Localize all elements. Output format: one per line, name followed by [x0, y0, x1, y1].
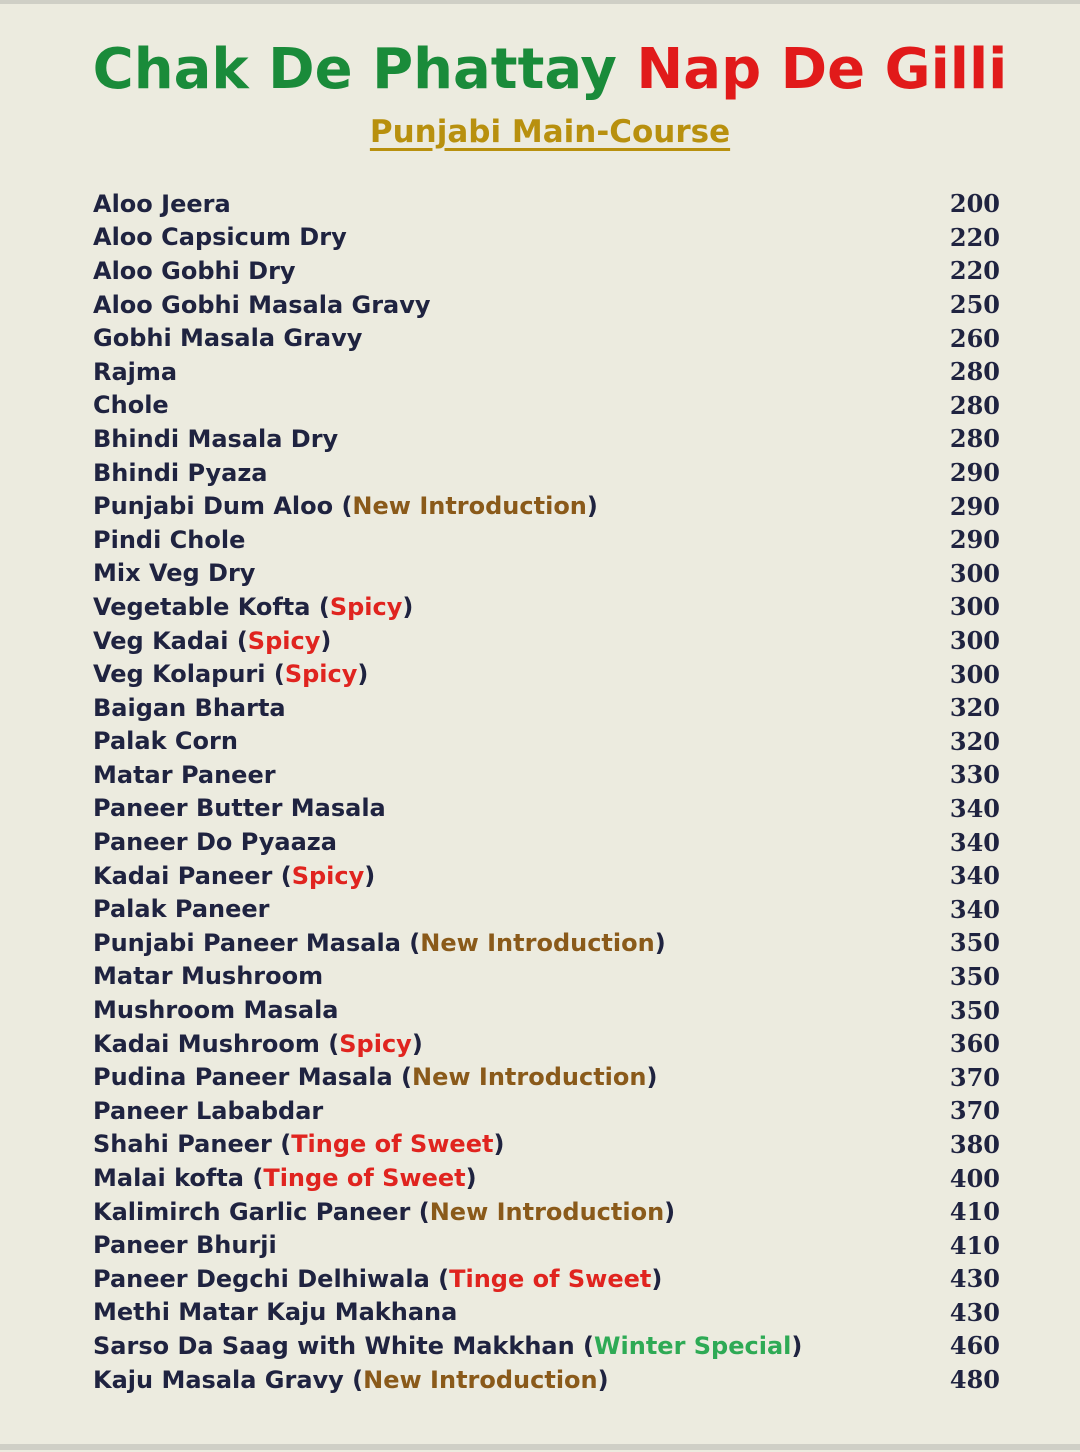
paren-open: (	[310, 592, 330, 621]
menu-item-price: 290	[949, 458, 1000, 488]
menu-item-price: 350	[949, 928, 1000, 958]
menu-item-name: Pindi Chole	[93, 525, 246, 554]
menu-item-label	[93, 694, 286, 722]
menu-item-price: 400	[949, 1163, 1000, 1193]
menu-item-price: 330	[949, 760, 1000, 790]
title-part-red: Nap De Gilli	[636, 37, 1008, 102]
menu-item-price: 320	[949, 726, 1000, 756]
menu-item-tag: Tinge of Sweet	[291, 1130, 494, 1159]
menu-item-name: Matar Mushroom	[93, 962, 324, 991]
menu-item-row	[93, 557, 1000, 591]
menu-item-row	[93, 1228, 1000, 1262]
menu-item-price: 200	[949, 189, 1000, 219]
menu-item-tag: Tinge of Sweet	[263, 1164, 466, 1193]
menu-item-name: Bhindi Masala Dry	[93, 424, 339, 453]
menu-item-name: Aloo Capsicum Dry	[93, 223, 347, 252]
menu-item-label	[93, 660, 368, 688]
menu-item-label	[93, 1164, 477, 1192]
menu-item-label	[93, 1130, 504, 1158]
menu-item-label	[93, 1366, 609, 1394]
menu-item-row	[93, 1094, 1000, 1128]
menu-item-label	[93, 962, 323, 990]
menu-item-price: 320	[949, 693, 1000, 723]
menu-item-label	[93, 1063, 657, 1091]
menu-item-row	[93, 1027, 1000, 1061]
menu-item-name: Aloo Jeera	[93, 189, 231, 218]
paren-open: (	[392, 1063, 412, 1092]
paren-open: (	[574, 1331, 595, 1360]
paren-open: (	[333, 492, 353, 521]
menu-item-name: Methi Matar Kaju Makhana	[93, 1298, 458, 1327]
menu-item-row	[93, 960, 1000, 994]
menu-item-label	[93, 627, 331, 655]
menu-item-label	[93, 492, 598, 520]
paren-close: )	[586, 492, 598, 521]
menu-item-name: Baigan Bharta	[93, 693, 286, 722]
menu-item-tag: New Introduction	[363, 1365, 598, 1394]
paren-close: )	[493, 1130, 505, 1159]
paren-close: )	[597, 1365, 609, 1394]
paren-open: (	[272, 861, 292, 890]
menu-item-name: Kadai Mushroom	[93, 1029, 320, 1058]
menu-item-label	[93, 1265, 662, 1293]
menu-item-label	[93, 895, 270, 923]
menu-item-price: 340	[949, 894, 1000, 924]
menu-item-row	[93, 1329, 1000, 1363]
menu-item-tag: New Introduction	[420, 928, 655, 957]
paren-open: (	[400, 928, 421, 957]
menu-item-tag: Spicy	[291, 861, 365, 890]
menu-item-row	[93, 221, 1000, 255]
menu-item-price: 300	[949, 659, 1000, 689]
menu-list	[93, 187, 1000, 1396]
menu-item-price: 340	[949, 827, 1000, 857]
menu-item-price: 480	[949, 1365, 1000, 1395]
menu-item-row	[93, 758, 1000, 792]
menu-item-price: 410	[949, 1197, 1000, 1227]
title-part-green: Chak De Phattay	[92, 37, 617, 102]
menu-item-name: Malai kofta	[93, 1164, 244, 1193]
menu-item-label	[93, 324, 362, 352]
paren-close: )	[357, 660, 369, 689]
menu-item-row	[93, 1195, 1000, 1229]
paren-close: )	[402, 592, 414, 621]
menu-item-row	[93, 1363, 1000, 1397]
paren-open: (	[244, 1164, 264, 1193]
menu-item-name: Veg Kolapuri	[93, 660, 266, 689]
menu-item-label	[93, 761, 276, 789]
menu-item-name: Aloo Gobhi Masala Gravy	[93, 290, 431, 319]
menu-item-name: Pudina Paneer Masala	[93, 1063, 393, 1092]
menu-item-price: 220	[949, 222, 1000, 252]
menu-item-label	[93, 727, 238, 755]
menu-item-name: Paneer Bhurji	[93, 1231, 277, 1260]
menu-item-price: 430	[949, 1264, 1000, 1294]
menu-item-price: 290	[949, 525, 1000, 555]
menu-item-row	[93, 389, 1000, 423]
menu-item-name: Kalimirch Garlic Paneer	[93, 1197, 411, 1226]
menu-item-price: 340	[949, 861, 1000, 891]
paren-close: )	[791, 1331, 803, 1360]
menu-item-label	[93, 996, 339, 1024]
paren-close: )	[646, 1063, 658, 1092]
menu-item-name: Kaju Masala Gravy	[93, 1365, 344, 1394]
paren-open: (	[429, 1264, 450, 1293]
menu-item-label	[93, 1030, 423, 1058]
menu-item-row	[93, 489, 1000, 523]
menu-item-price: 220	[949, 256, 1000, 286]
menu-item-price: 430	[949, 1297, 1000, 1327]
menu-item-row	[93, 590, 1000, 624]
menu-item-row	[93, 1128, 1000, 1162]
menu-item-label	[93, 862, 375, 890]
menu-item-label	[93, 559, 255, 587]
menu-item-price: 290	[949, 491, 1000, 521]
menu-item-name: Paneer Degchi Delhiwala	[93, 1264, 430, 1293]
menu-item-name: Paneer Do Pyaaza	[93, 828, 337, 857]
menu-item-label	[93, 257, 296, 285]
paren-close: )	[664, 1197, 676, 1226]
menu-item-price: 380	[949, 1129, 1000, 1159]
menu-item-name: Mix Veg Dry	[93, 559, 256, 588]
menu-item-row	[93, 691, 1000, 725]
menu-item-row	[93, 1161, 1000, 1195]
menu-item-label	[93, 291, 431, 319]
paren-open: (	[319, 1029, 340, 1058]
menu-item-row	[93, 993, 1000, 1027]
menu-item-label	[93, 223, 347, 251]
menu-item-label	[93, 593, 413, 621]
paren-close: )	[411, 1029, 423, 1058]
menu-item-label	[93, 794, 386, 822]
menu-item-price: 370	[949, 1096, 1000, 1126]
menu-item-name: Veg Kadai	[93, 626, 229, 655]
menu-item-row	[93, 657, 1000, 691]
menu-item-name: Rajma	[93, 357, 178, 386]
menu-item-label	[93, 1332, 802, 1360]
menu-item-row	[93, 892, 1000, 926]
bottom-border	[0, 1444, 1080, 1450]
menu-item-row	[93, 254, 1000, 288]
menu-item-label	[93, 459, 268, 487]
menu-item-price: 350	[949, 995, 1000, 1025]
menu-item-label	[93, 828, 337, 856]
menu-item-name: Punjabi Dum Aloo	[93, 492, 334, 521]
menu-item-label	[93, 1198, 675, 1226]
menu-item-row	[93, 422, 1000, 456]
menu-item-label	[93, 425, 338, 453]
menu-item-row	[93, 1296, 1000, 1330]
menu-item-name: Gobhi Masala Gravy	[93, 324, 363, 353]
menu-item-row	[93, 926, 1000, 960]
menu-item-name: Punjabi Paneer Masala	[93, 928, 401, 957]
menu-item-tag: Spicy	[284, 660, 358, 689]
menu-item-price: 280	[949, 357, 1000, 387]
page-title	[0, 30, 1080, 110]
menu-item-row	[93, 792, 1000, 826]
menu-item-price: 260	[949, 323, 1000, 353]
menu-item-label	[93, 190, 231, 218]
menu-item-tag: New Introduction	[412, 1063, 647, 1092]
menu-item-row	[93, 725, 1000, 759]
menu-item-name: Chole	[93, 391, 169, 420]
menu-item-name: Aloo Gobhi Dry	[93, 256, 296, 285]
menu-item-label	[93, 391, 169, 419]
menu-item-price: 340	[949, 793, 1000, 823]
paren-close: )	[320, 626, 332, 655]
menu-item-price: 360	[949, 1029, 1000, 1059]
menu-item-price: 280	[949, 424, 1000, 454]
menu-item-name: Shahi Paneer	[93, 1130, 272, 1159]
paren-open: (	[343, 1365, 364, 1394]
paren-open: (	[265, 660, 285, 689]
menu-item-tag: Spicy	[339, 1029, 412, 1058]
menu-item-row	[93, 624, 1000, 658]
menu-item-price: 300	[949, 626, 1000, 656]
menu-item-tag: Spicy	[329, 592, 403, 621]
menu-item-row	[93, 1262, 1000, 1296]
paren-open: (	[271, 1130, 292, 1159]
menu-item-price: 300	[949, 558, 1000, 588]
menu-item-tag: Winter Special	[594, 1331, 792, 1360]
menu-item-row	[93, 1060, 1000, 1094]
menu-item-name: Vegetable Kofta	[93, 592, 311, 621]
menu-item-label	[93, 1298, 457, 1326]
paren-open: (	[228, 626, 248, 655]
menu-item-row	[93, 187, 1000, 221]
paren-close: )	[654, 928, 666, 957]
menu-item-name: Mushroom Masala	[93, 996, 339, 1025]
menu-item-row	[93, 355, 1000, 389]
paren-close: )	[364, 861, 376, 890]
menu-item-price: 280	[949, 390, 1000, 420]
menu-item-row	[93, 288, 1000, 322]
menu-item-name: Paneer Butter Masala	[93, 794, 386, 823]
menu-item-row	[93, 523, 1000, 557]
section-heading: Punjabi Main-Course	[369, 114, 731, 150]
menu-item-price: 370	[949, 1062, 1000, 1092]
menu-item-price: 350	[949, 961, 1000, 991]
menu-item-price: 460	[949, 1331, 1000, 1361]
menu-item-name: Bhindi Pyaza	[93, 458, 268, 487]
menu-item-label	[93, 1231, 277, 1259]
menu-item-tag: Spicy	[247, 626, 321, 655]
paren-close: )	[651, 1264, 663, 1293]
menu-item-row	[93, 859, 1000, 893]
menu-item-name: Sarso Da Saag with White Makkhan	[93, 1331, 575, 1360]
top-border	[0, 0, 1080, 4]
menu-item-tag: New Introduction	[352, 492, 587, 521]
menu-item-name: Palak Corn	[93, 727, 238, 756]
menu-item-price: 410	[949, 1230, 1000, 1260]
menu-item-price: 250	[949, 290, 1000, 320]
menu-item-label	[93, 929, 666, 957]
menu-item-row	[93, 825, 1000, 859]
menu-item-name: Palak Paneer	[93, 895, 270, 924]
menu-item-tag: Tinge of Sweet	[449, 1264, 652, 1293]
paren-open: (	[410, 1197, 430, 1226]
menu-item-label	[93, 1097, 323, 1125]
menu-item-row	[93, 456, 1000, 490]
menu-item-name: Kadai Paneer	[93, 861, 273, 890]
menu-item-price: 300	[949, 592, 1000, 622]
menu-item-name: Matar Paneer	[93, 760, 276, 789]
menu-item-label	[93, 358, 177, 386]
paren-close: )	[465, 1164, 477, 1193]
menu-item-tag: New Introduction	[429, 1197, 665, 1226]
menu-item-name: Paneer Lababdar	[93, 1096, 324, 1125]
menu-item-row	[93, 321, 1000, 355]
menu-item-label	[93, 526, 245, 554]
